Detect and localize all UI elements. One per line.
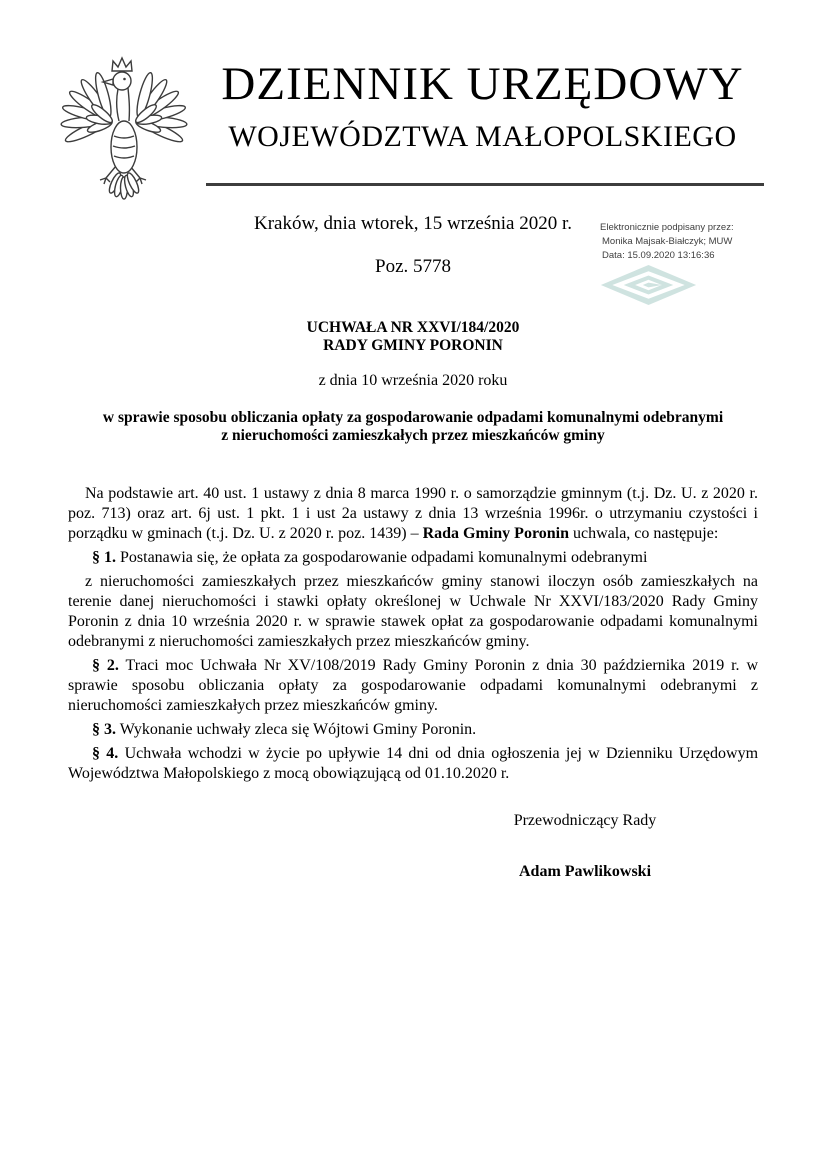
preamble-text: Na podstawie art. 40 ust. 1 ustawy z dnia 8 marca 1990 r. o samorządzie gminnym (t.j. Dz. U. z 2020 r. poz. 713) oraz art. 6j ust. 1 pkt. 1 i ust 2a ustawy z dnia 13 września 1996r. o utrzymaniu czystości i porządku w gminach (t.j. Dz. U. z 2020 r. poz. 1439) – bbox=[68, 485, 758, 542]
section-marker: § 4. bbox=[92, 745, 119, 762]
section-paragraph-1 bbox=[68, 548, 758, 568]
act-date: z dnia 10 września 2020 roku bbox=[318, 372, 508, 389]
signature-block bbox=[450, 812, 720, 881]
journal-title: DZIENNIK URZĘDOWY bbox=[221, 58, 744, 110]
act-title-line2: RADY GMINY PORONIN bbox=[323, 337, 503, 354]
act-body bbox=[68, 484, 758, 788]
section-marker: § 1. bbox=[92, 549, 116, 566]
dateline: Kraków, dnia wtorek, 15 września 2020 r. bbox=[254, 213, 572, 234]
journal-subtitle: WOJEWÓDZTWA MAŁOPOLSKIEGO bbox=[228, 120, 737, 153]
section-text: Uchwała wchodzi w życie po upływie 14 dni od dnia ogłoszenia jej w Dzienniku Urzędowym Województwa Małopolskiego z mocą obowiązującą od 01.10.2020 r. bbox=[68, 745, 759, 782]
journal-masthead bbox=[200, 58, 765, 154]
coat-of-arms-eagle-icon bbox=[58, 54, 190, 200]
act-heading bbox=[68, 319, 758, 444]
signatory-role: Przewodniczący Rady bbox=[513, 812, 657, 829]
esignature-date: Data: 15.09.2020 13:16:36 bbox=[602, 250, 715, 261]
section-text: Postanawia się, że opłata za gospodarowanie odpadami komunalnymi odebranymi bbox=[120, 549, 648, 566]
preamble-text-after: uchwala, co następuje: bbox=[569, 525, 719, 542]
masthead-divider bbox=[206, 183, 764, 186]
preamble-bold-issuer: Rada Gminy Poronin bbox=[422, 525, 569, 542]
act-subject-line2: z nieruchomości zamieszkałych przez mieszkańców gminy bbox=[221, 426, 605, 444]
act-subject-line1: w sprawie sposobu obliczania opłaty za gospodarowanie odpadami komunalnymi odebranymi bbox=[102, 409, 724, 426]
section-paragraph-3 bbox=[68, 720, 758, 740]
section-paragraph-1-continued bbox=[68, 572, 758, 652]
preamble-paragraph bbox=[68, 484, 758, 544]
signatory-name: Adam Pawlikowski bbox=[518, 863, 652, 880]
section-text: z nieruchomości zamieszkałych przez mieszkańców gminy stanowi iloczyn osób zamieszkałych na terenie danej nieruchomości i stawki opłaty określonej w Uchwale Nr XXVI/183/2020 Rady Gminy Poronin z dnia 10 września 2020 r. w sprawie stawek opłat za gospodarowanie odpadami komunalnymi odebranymi z nieruchomości zamieszkałych przez mieszkańców gminy. bbox=[68, 573, 758, 650]
section-paragraph-2 bbox=[68, 656, 758, 716]
act-title-line1: UCHWAŁA NR XXVI/184/2020 bbox=[306, 319, 520, 336]
section-marker: § 3. bbox=[92, 721, 116, 738]
position-number: Poz. 5778 bbox=[375, 256, 451, 277]
act-subject bbox=[68, 409, 758, 444]
section-paragraph-4 bbox=[68, 744, 758, 784]
esignature-signer: Monika Majsak-Białczyk; MUW bbox=[602, 236, 733, 247]
section-text: Traci moc Uchwała Nr XV/108/2019 Rady Gminy Poronin z dnia 30 października 2019 r. w sprawie sposobu obliczania opłaty za gospodarowanie odpadami komunalnymi odebranymi z nieruchomości zamieszkałych przez mieszkańców gminy. bbox=[68, 657, 759, 714]
section-marker: § 2. bbox=[92, 657, 119, 674]
section-text: Wykonanie uchwały zleca się Wójtowi Gminy Poronin. bbox=[119, 721, 477, 738]
esignature-signed-by-label: Elektronicznie podpisany przez: bbox=[600, 222, 734, 233]
